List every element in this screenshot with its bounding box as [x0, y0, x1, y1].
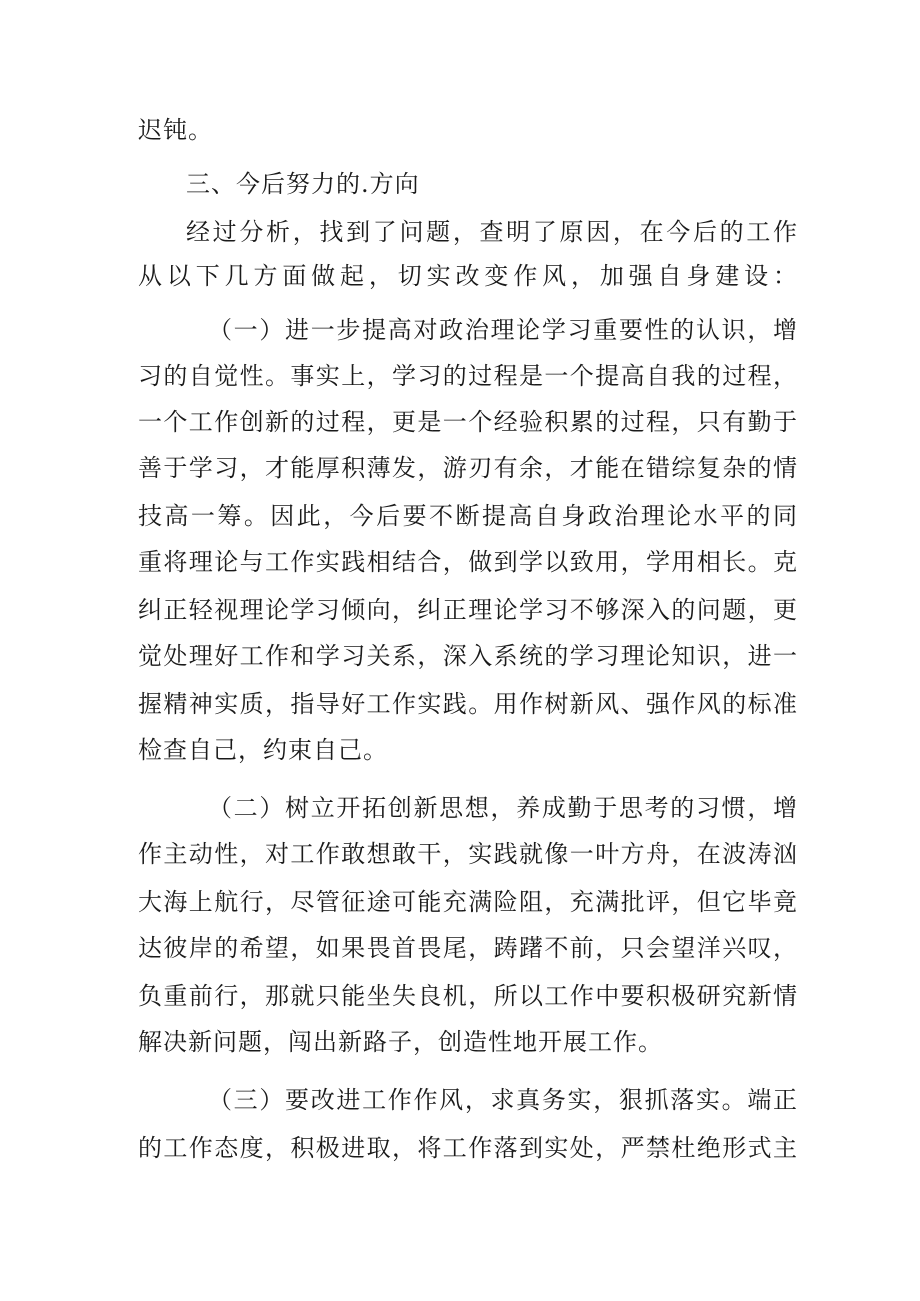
text-line: 迟钝。	[138, 116, 213, 144]
text-line: 达彼岸的希望，如果畏首畏尾，踌躇不前，只会望洋兴叹，	[138, 934, 798, 962]
text-line: 握精神实质，指导好工作实践。用作树新风、强作风的标准	[138, 690, 798, 718]
text-line: 技高一筹。因此，今后要不断提高自身政治理论水平的同	[138, 502, 798, 530]
text-line: 从以下几方面做起，切实改变作风，加强自身建设：	[138, 262, 798, 290]
text-line: 大海上航行，尽管征途可能充满险阻，充满批评，但它毕竟	[138, 888, 798, 916]
text-line: 觉处理好工作和学习关系，深入系统的学习理论知识，进一	[138, 642, 798, 670]
text-line: （二）树立开拓创新思想，养成勤于思考的习惯，增	[208, 794, 798, 822]
text-line: 一个工作创新的过程，更是一个经验积累的过程，只有勤于	[138, 408, 798, 436]
text-line: （三）要改进工作作风，求真务实，狠抓落实。端正	[208, 1086, 798, 1114]
text-line: （一）进一步提高对政治理论学习重要性的认识，增	[208, 316, 798, 344]
text-line: 的工作态度，积极进取，将工作落到实处，严禁杜绝形式主	[138, 1134, 798, 1162]
text-line: 检查自己，约束自己。	[138, 736, 388, 764]
text-line: 纠正轻视理论学习倾向，纠正理论学习不够深入的问题，更	[138, 596, 798, 624]
text-line: 负重前行，那就只能坐失良机，所以工作中要积极研究新情	[138, 982, 798, 1010]
text-line: 善于学习，才能厚积薄发，游刃有余，才能在错综复杂的情	[138, 454, 798, 482]
text-line: 习的自觉性。事实上，学习的过程是一个提高自我的过程，	[138, 362, 798, 390]
text-line: 重将理论与工作实践相结合，做到学以致用，学用相长。克	[138, 548, 798, 576]
text-line: 作主动性，对工作敢想敢干，实践就像一叶方舟，在波涛汹	[138, 840, 798, 868]
text-line: 经过分析，找到了问题，查明了原因，在今后的工作	[186, 218, 798, 246]
section-heading: 三、今后努力的.方向	[186, 170, 420, 198]
text-line: 解决新问题，闯出新路子，创造性地开展工作。	[138, 1028, 663, 1056]
